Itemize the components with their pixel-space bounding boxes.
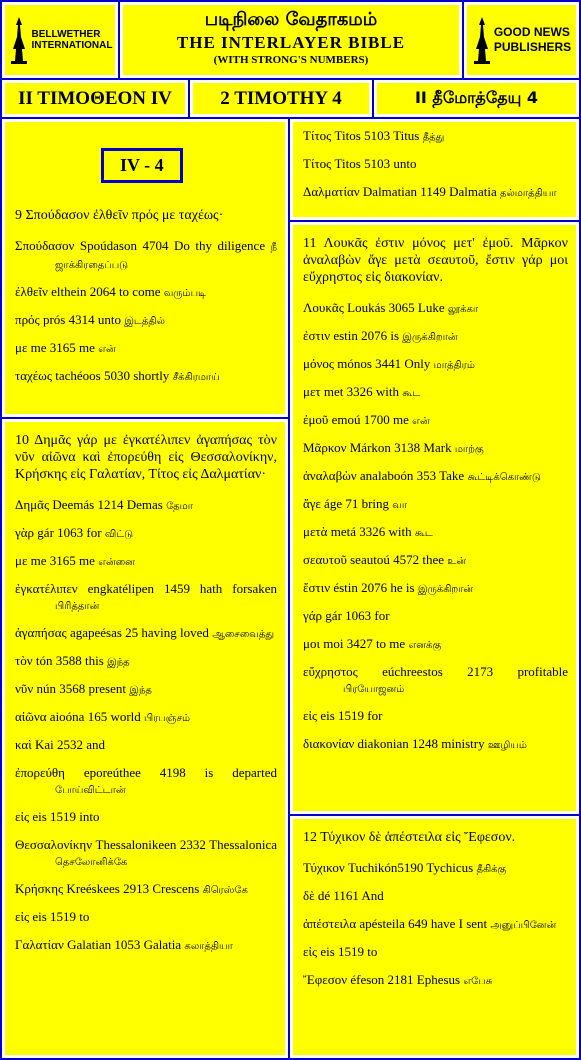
word-entry — [303, 888, 568, 906]
entry-text: σεαυτοῦ seautoú 4572 thee — [303, 552, 448, 567]
entry-text: εἰς eis 1519 into — [15, 809, 100, 824]
verse-9-panel — [2, 119, 288, 417]
entry-tamil: எபேசு — [463, 976, 493, 987]
title-box — [120, 2, 462, 78]
entry-tamil: இருக்கிறான் — [402, 332, 458, 343]
entry-tamil: எனக்கு — [408, 640, 442, 651]
entry-tamil: மாற்கு — [454, 444, 484, 455]
word-entry — [303, 128, 568, 146]
entry-tamil: ஆசைவைத்து — [212, 629, 275, 640]
word-entry — [303, 736, 568, 754]
word-entry — [15, 340, 277, 358]
entry-text: γάρ gár 1063 for — [303, 608, 390, 623]
logo-right-line1: GOOD NEWS — [493, 25, 570, 39]
verse-12-greek: 12 Τύχικον δὲ ἀπέστειλα εἰς Ἔφεσον. — [303, 830, 516, 845]
ref-english-text: 2 TIMOTHY 4 — [220, 87, 342, 109]
ref-greek-text: II TIMOΘΕΟΝ IV — [18, 87, 172, 109]
title-tamil: படிநிலை வேதாகமம் — [204, 9, 378, 30]
word-entry — [15, 881, 277, 899]
entry-tamil: என்னை — [98, 557, 135, 568]
word-entry — [15, 368, 277, 386]
entry-text: γὰρ gár 1063 for — [15, 525, 105, 540]
word-entry — [15, 765, 277, 799]
entry-text: ταχέως tachéoos 5030 shortly — [15, 368, 173, 383]
word-entry — [15, 681, 277, 699]
entry-text: Μᾶρκον Márkon 3138 Mark — [303, 440, 455, 455]
logo-left-line2: INTERNATIONAL — [31, 40, 113, 51]
entry-tamil: வரும்படி — [163, 288, 207, 299]
entry-text: Κρήσκης Kreéskees 2913 Crescens — [15, 881, 203, 896]
entry-text: ἔστιν éstin 2076 he is — [303, 580, 418, 595]
word-entry — [15, 284, 277, 302]
ref-english — [190, 80, 372, 117]
page-subtitle: (WITH STRONG'S NUMBERS) — [213, 54, 369, 66]
word-entry — [15, 837, 277, 871]
entry-text: ἀγαπήσας agapeésas 25 having loved — [15, 625, 213, 640]
word-entry — [15, 525, 277, 543]
entry-text: Δημᾶς Deemás 1214 Demas — [15, 497, 167, 512]
word-entry — [303, 552, 568, 570]
entry-tamil: என் — [412, 416, 430, 427]
word-entry — [303, 356, 568, 374]
entry-text: ἐγκατέλιπεν engkatélipen 1459 hath forsaken — [15, 581, 277, 596]
word-entry — [15, 653, 277, 671]
word-entry — [15, 709, 277, 727]
page-title: THE INTERLAYER BIBLE — [176, 33, 406, 52]
bellwether-figure-icon — [8, 15, 30, 65]
entry-tamil: பிரயோஜனம் — [343, 684, 405, 695]
entry-text: ἐμοῦ emoú 1700 me — [303, 412, 413, 427]
entry-tamil: மாத்திரம் — [433, 360, 475, 371]
entry-text: εἰς eis 1519 to — [15, 909, 90, 924]
entry-tamil: லூக்கா — [447, 304, 479, 315]
entry-tamil: தெசலோனிக்கே — [55, 857, 128, 868]
ref-greek — [2, 80, 188, 117]
verse-11-panel — [290, 222, 579, 814]
word-entry — [303, 860, 568, 878]
entry-text: με me 3165 me — [15, 553, 99, 568]
entry-text: ἐστιν estin 2076 is — [303, 328, 403, 343]
entry-tamil: பிரபஞ்சம் — [144, 713, 191, 724]
entry-tamil: ஊழியம் — [487, 740, 527, 751]
word-entry — [15, 553, 277, 571]
logo-right-line2: PUBLISHERS — [493, 40, 572, 54]
word-entry — [15, 238, 277, 274]
ref-tamil — [374, 80, 579, 117]
entry-text: Γαλατίαν Galatian 1053 Galatia — [15, 937, 185, 952]
entry-text: Δαλματίαν Dalmatian 1149 Dalmatia — [303, 184, 500, 199]
entry-text: Θεσσαλονίκην Thessalonikeen 2332 Thessalonica — [15, 837, 277, 852]
entry-text: Τύχικον Tuchikón5190 Tychicus — [303, 860, 477, 875]
entry-text: ἀναλαβὼν analaboón 353 Take — [303, 468, 468, 483]
entry-text: ἐλθεῖν elthein 2064 to come — [15, 284, 164, 299]
entry-tamil: உன் — [447, 556, 467, 567]
entry-tamil: கலாத்தியா — [184, 941, 233, 952]
entry-tamil: கூட — [414, 528, 433, 539]
word-entry — [303, 328, 568, 346]
word-entry — [303, 636, 568, 654]
verse-9-entries — [15, 238, 277, 386]
entry-text: ἀπέστειλα apésteila 649 have I sent — [303, 916, 491, 931]
entry-tamil: இருக்கிறான் — [417, 584, 474, 595]
entry-tamil: இந்த — [129, 685, 152, 696]
verse-9-greek: 9 Σπούδασον ἐλθεῖν πρός με ταχέως· — [15, 208, 224, 223]
word-entry — [15, 937, 277, 955]
word-entry — [15, 909, 277, 927]
entry-tamil: தீகிக்கு — [476, 864, 507, 875]
logo-left-line1: BELLWETHER — [31, 29, 101, 40]
entry-text: Τίτος Titos 5103 unto — [303, 156, 417, 171]
word-entry — [15, 737, 277, 755]
entry-text: εἰς eis 1519 to — [303, 944, 378, 959]
entry-tamil: கூட — [402, 388, 421, 399]
entry-text: με me 3165 me — [15, 340, 99, 355]
entry-tamil: இடத்தில் — [124, 316, 165, 327]
entry-tamil: வா — [392, 500, 408, 511]
word-entry — [303, 156, 568, 174]
entry-tamil: தீத்து — [422, 132, 445, 143]
chapter-label: IV - 4 — [101, 148, 183, 183]
entry-text: καὶ Kai 2532 and — [15, 737, 106, 752]
word-entry — [303, 468, 568, 486]
entry-text: μοι moi 3427 to me — [303, 636, 409, 651]
entry-text: διακονίαν diakonian 1248 ministry — [303, 736, 488, 751]
verse-10-greek: 10 Δημᾶς γάρ με ἐγκατέλιπεν ἀγαπήσας τὸν νῦν αἰῶνα καὶ ἐπορεύθη εἰς Θεσσαλονίκην, Κρήσκης εἰς Γαλατίαν, Τίτος εἰς Δαλματίαν· — [15, 433, 277, 482]
verse-10-panel — [2, 419, 288, 1058]
entry-text: πρός prós 4314 unto — [15, 312, 125, 327]
word-entry — [303, 412, 568, 430]
entry-text: εἰς eis 1519 for — [303, 708, 383, 723]
good-news-figure-icon — [472, 15, 492, 65]
word-entry — [303, 916, 568, 934]
entry-text: Ἔφεσον éfeson 2181 Ephesus — [303, 972, 464, 987]
entry-text: ἄγε áge 71 bring — [303, 496, 393, 511]
entry-tamil: நீ ஜாக்கிரதைப்படு — [55, 242, 277, 271]
entry-text: νῦν nún 3568 present — [15, 681, 130, 696]
entry-text: Λουκᾶς Loukás 3065 Luke — [303, 300, 448, 315]
entry-text: Τίτος Titos 5103 Titus — [303, 128, 423, 143]
word-entry — [303, 384, 568, 402]
bellwether-logo — [2, 2, 118, 78]
word-entry — [15, 312, 277, 330]
entry-tamil: அனுப்பினேன் — [490, 920, 557, 931]
word-entry — [303, 496, 568, 514]
entry-tamil: போய்விட்டான் — [55, 785, 126, 796]
good-news-logo — [464, 2, 579, 78]
entry-tamil: தேமா — [166, 501, 193, 512]
entry-tamil: இந்த — [107, 657, 130, 668]
word-entry — [303, 524, 568, 542]
word-entry — [15, 625, 277, 643]
word-entry — [303, 664, 568, 698]
entry-text: μόνος mónos 3441 Only — [303, 356, 434, 371]
entry-text: εὔχρηστος eúchreestos 2173 profitable — [303, 664, 568, 679]
word-entry — [15, 809, 277, 827]
verse-11-greek: 11 Λουκᾶς ἐστιν μόνος μετ' ἐμοῦ. Μᾶρκον ἀναλαβὼν ἄγε μετὰ σεαυτοῦ, ἔστιν γάρ μοι εὔχρηστος εἰς διακονίαν. — [303, 236, 568, 285]
entry-tamil: சீக்கிரமாய் — [172, 372, 220, 383]
entry-text: τὸν tón 3588 this — [15, 653, 107, 668]
word-entry — [303, 300, 568, 318]
entry-text: Σπούδασον Spoúdason 4704 Do thy diligence — [15, 238, 271, 253]
entry-text: ἐπορεύθη eporeúthee 4198 is departed — [15, 765, 277, 780]
entry-tamil: பிரித்தான் — [55, 601, 100, 612]
word-entry — [303, 440, 568, 458]
entry-tamil: கூட்டிக்கொண்டு — [467, 472, 541, 483]
entry-text: μετὰ metá 3326 with — [303, 524, 415, 539]
ref-tamil-text: II தீமோத்தேயு 4 — [414, 88, 539, 107]
word-entry — [15, 581, 277, 615]
verse-12-panel — [290, 816, 579, 1058]
entry-tamil: தல்மாத்தியா — [499, 188, 557, 199]
entry-text: μετ met 3326 with — [303, 384, 403, 399]
word-entry — [303, 608, 568, 626]
verse-10-continued-panel — [290, 119, 579, 220]
entry-tamil: கிரெஸ்கே — [202, 885, 248, 896]
entry-text: αἰῶνα aioóna 165 world — [15, 709, 145, 724]
word-entry — [303, 944, 568, 962]
entry-text: δὲ dé 1161 And — [303, 888, 384, 903]
word-entry — [303, 580, 568, 598]
word-entry — [15, 497, 277, 515]
word-entry — [303, 708, 568, 726]
word-entry — [303, 184, 568, 202]
word-entry — [303, 972, 568, 990]
entry-tamil: விட்டு — [104, 529, 134, 540]
entry-tamil: என் — [98, 344, 116, 355]
